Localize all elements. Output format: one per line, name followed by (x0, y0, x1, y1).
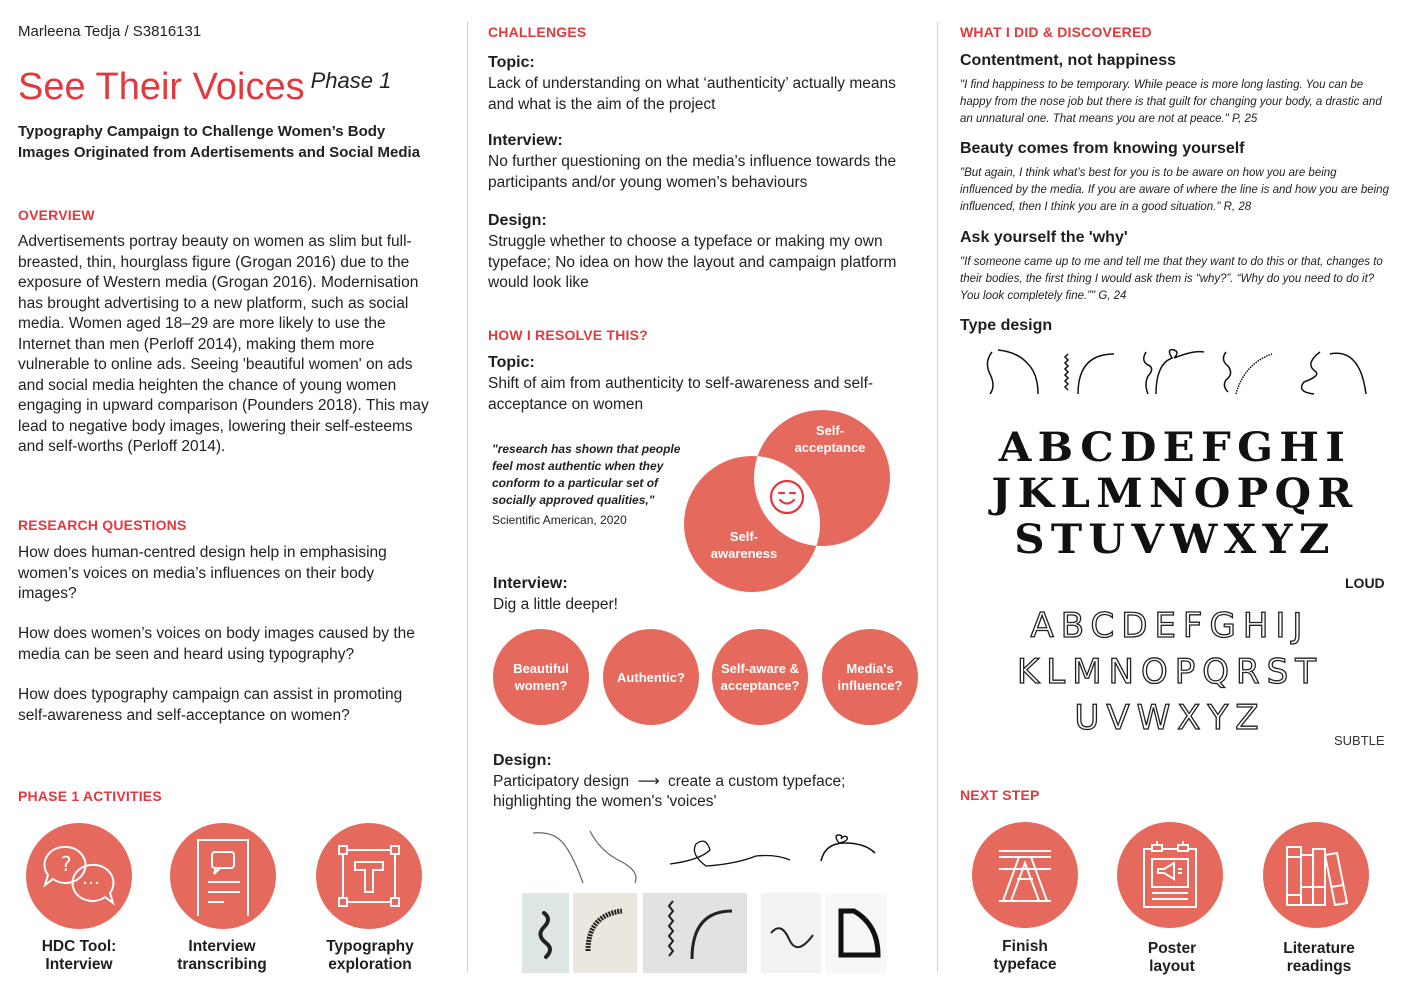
subtle-row: ABCDEFGHIJ (1030, 606, 1310, 646)
sketch-loop-line (668, 838, 793, 878)
label-line: transcribing (177, 956, 267, 973)
finding-2-quote: "But again, I think what’s best for you is to be aware on how you are being influenced by the media. If you are aware of where the line is and how you are being influenced, then I think you are in a good situation." R, 28 (960, 167, 1389, 213)
label-line: Self- (815, 423, 845, 438)
label-line: Media's (846, 661, 894, 676)
overview-heading: OVERVIEW (18, 207, 95, 223)
subtle-label: SUBTLE (1334, 733, 1385, 748)
arc-stroke (573, 893, 637, 973)
resolve-interview-label: Interview: (493, 575, 568, 592)
books-icon (1283, 843, 1349, 907)
resolve-design-text (493, 772, 845, 793)
column-right (960, 0, 1390, 1000)
label-line: Finish (1002, 938, 1048, 955)
challenge-topic-label: Topic: (488, 54, 535, 71)
phase-label: Phase 1 (310, 68, 392, 93)
next-finish-typeface-label (955, 938, 1095, 974)
research-question-3: How does typography campaign can assist in promoting self-awareness and self-acceptance on women? (18, 686, 403, 724)
label-line: Beautiful (513, 661, 569, 676)
label-line: awareness (710, 546, 778, 561)
research-questions-heading: RESEARCH QUESTIONS (18, 517, 187, 533)
next-step-heading: NEXT STEP (960, 787, 1040, 803)
authenticity-quote: "research has shown that people feel most authentic when they conform to a particular set of socially approved qualities," (492, 442, 681, 507)
stroke-studies (980, 348, 1370, 398)
finding-3-quote: "If someone came up to me and tell me that they want to do this or that, changes to their bodies, the first thing I would ask them is “why?”. “Why do you need to do it? You look completely fine.”" G, 24 (960, 256, 1383, 302)
label-line: Typography (326, 938, 414, 955)
venn-label-awareness (694, 528, 794, 562)
loud-label: LOUD (1345, 575, 1385, 591)
label-line: Self- (729, 529, 759, 544)
sketch-wavy-lines (528, 825, 638, 885)
label-line: acceptance (794, 440, 866, 455)
document-chat-icon (188, 836, 258, 916)
column-middle (488, 0, 928, 1000)
activity-transcribing-circle (170, 823, 276, 929)
activity-interview-label (9, 938, 149, 974)
wave-stroke (522, 893, 569, 973)
research-question-2: How does women’s voices on body images caused by the media can be seen and heard using typography? (18, 625, 415, 663)
arrow-right-icon: ⟶ (637, 773, 660, 790)
subtle-row: UVWXYZ (1074, 698, 1266, 738)
challenge-interview-label: Interview: (488, 132, 563, 149)
design-text-part: Participatory design (493, 773, 630, 790)
challenge-topic-text: Lack of understanding on what ‘authenticity’ actually means and what is the aim of the project (488, 75, 896, 113)
label-line: Literature (1283, 940, 1355, 957)
activity-interview-circle (26, 823, 132, 929)
resolve-topic-label: Topic: (488, 354, 535, 371)
next-literature-circle (1263, 822, 1369, 928)
label-line: Interview (188, 938, 256, 955)
next-poster-layout-label (1102, 940, 1242, 976)
activity-transcribing-label (152, 938, 292, 974)
challenge-interview-text: No further questioning on the media’s influence towards the participants and/or young women’s behaviours (488, 153, 897, 191)
label-line: layout (1149, 958, 1195, 975)
type-frame-icon (337, 844, 401, 908)
sketch-photo-zigzag-arc (643, 893, 747, 973)
finding-3-title: Ask yourself the 'why' (960, 229, 1128, 246)
page-title (18, 66, 391, 109)
sketch-heart-arc (813, 833, 883, 865)
challenge-design-label: Design: (488, 212, 547, 229)
column-divider-1 (467, 22, 468, 972)
label-line: HDC Tool: (41, 938, 117, 955)
loud-row: ABCDEFGHI (998, 424, 1352, 471)
activity-typography-circle (316, 823, 422, 929)
resolve-heading: HOW I RESOLVE THIS? (488, 327, 648, 343)
question-circle-self-aware (712, 629, 808, 725)
loud-alphabet (960, 425, 1390, 563)
quote-source: Scientific American, 2020 (492, 513, 627, 527)
label-line: readings (1286, 958, 1352, 975)
research-question-1: How does human-centred design help in emphasising women’s voices on media’s influences on their body images? (18, 544, 387, 602)
discovered-heading: WHAT I DID & DISCOVERED (960, 24, 1152, 40)
d-stroke (826, 893, 886, 973)
next-literature-label (1249, 940, 1389, 976)
question-circle-authentic (603, 629, 699, 725)
label-line: Self-aware & (720, 661, 800, 676)
sketch-photo-wave (522, 893, 569, 973)
challenge-design-text: Struggle whether to choose a typeface or making my own typeface; No idea on how the layout and campaign platform would look like (488, 233, 897, 291)
sketch-photo-d (826, 893, 886, 973)
type-design-heading: Type design (960, 317, 1053, 334)
resolve-topic-text: Shift of aim from authenticity to self-awareness and self-acceptance on women (488, 375, 874, 413)
sketch-photo-curve (761, 893, 821, 973)
subtle-row: KLMNOPQRST (1016, 652, 1323, 692)
subtitle: Typography Campaign to Challenge Women’s Body Images Originated from Adertisements and Social Media (18, 123, 421, 161)
resolve-design-label: Design: (493, 752, 552, 769)
resolve-interview-text: Dig a little deeper! (493, 596, 618, 613)
title-text: See Their Voices (18, 66, 305, 108)
venn-diagram (684, 410, 894, 592)
resolve-design-text-2: highlighting the women's 'voices' (493, 793, 717, 810)
label-line: Authentic? (617, 669, 685, 685)
question-circle-beautiful (493, 629, 589, 725)
finding-1-title: Contentment, not happiness (960, 52, 1176, 69)
loud-row: STUVWXYZ (1014, 516, 1336, 563)
label-line: exploration (328, 956, 412, 973)
challenges-heading: CHALLENGES (488, 24, 587, 40)
loud-row: JKLMNOPQR (991, 470, 1359, 517)
next-finish-typeface-circle (972, 822, 1078, 928)
overview-text: Advertisements portray beauty on women as slim but full-breasted, thin, hourglass figure (Grogan 2016) due to the exposure of Western media (Grogan 2016). Modernisation has brought advertising to a new platform, such as social media. Women aged 18–29 are more likely to use the Internet than men (Perloff 2014), making them more vulnerable to online ads. Seeing 'beautiful women' on ads and social media heighten the chance of young women engaging in upward comparison (Pounders 2018). This may lead to negative body images, lowering their self-esteems and self-worths (Perloff 2014). (18, 233, 429, 455)
question-circle-media (822, 629, 918, 725)
zigzag-arc-stroke (643, 893, 747, 973)
svg-text:?: ? (61, 852, 72, 876)
curve-stroke (761, 893, 821, 973)
label-line: acceptance? (720, 678, 800, 693)
column-left (18, 0, 448, 1000)
finding-2-title: Beauty comes from knowing yourself (960, 140, 1245, 157)
label-line: women? (514, 678, 568, 693)
speech-bubbles-icon (39, 841, 119, 911)
subtle-alphabet (990, 603, 1350, 741)
column-divider-2 (937, 22, 938, 972)
label-line: Interview (45, 956, 113, 973)
sketch-photo-arc (573, 893, 637, 973)
finding-1-quote: "I find happiness to be temporary. While peace is more long lasting. You can be happy from the nose job but there is that guilt for changing your body, a drastic and an unnatural one. That means you are not at peace." P, 25 (960, 79, 1382, 125)
activity-typography-label (300, 938, 440, 974)
label-line: typeface (993, 956, 1057, 973)
design-text-part: create a custom typeface; (667, 773, 846, 790)
typeface-a-icon (995, 845, 1055, 905)
venn-label-acceptance (780, 422, 880, 456)
next-poster-layout-circle (1117, 822, 1223, 928)
phase1-activities-heading: PHASE 1 ACTIVITIES (18, 788, 162, 804)
poster-megaphone-icon (1140, 841, 1200, 909)
smiley-icon (768, 478, 806, 516)
author-line: Marleena Tedja / S3816131 (18, 23, 202, 40)
label-line: influence? (837, 678, 903, 693)
label-line: Poster (1147, 940, 1197, 957)
